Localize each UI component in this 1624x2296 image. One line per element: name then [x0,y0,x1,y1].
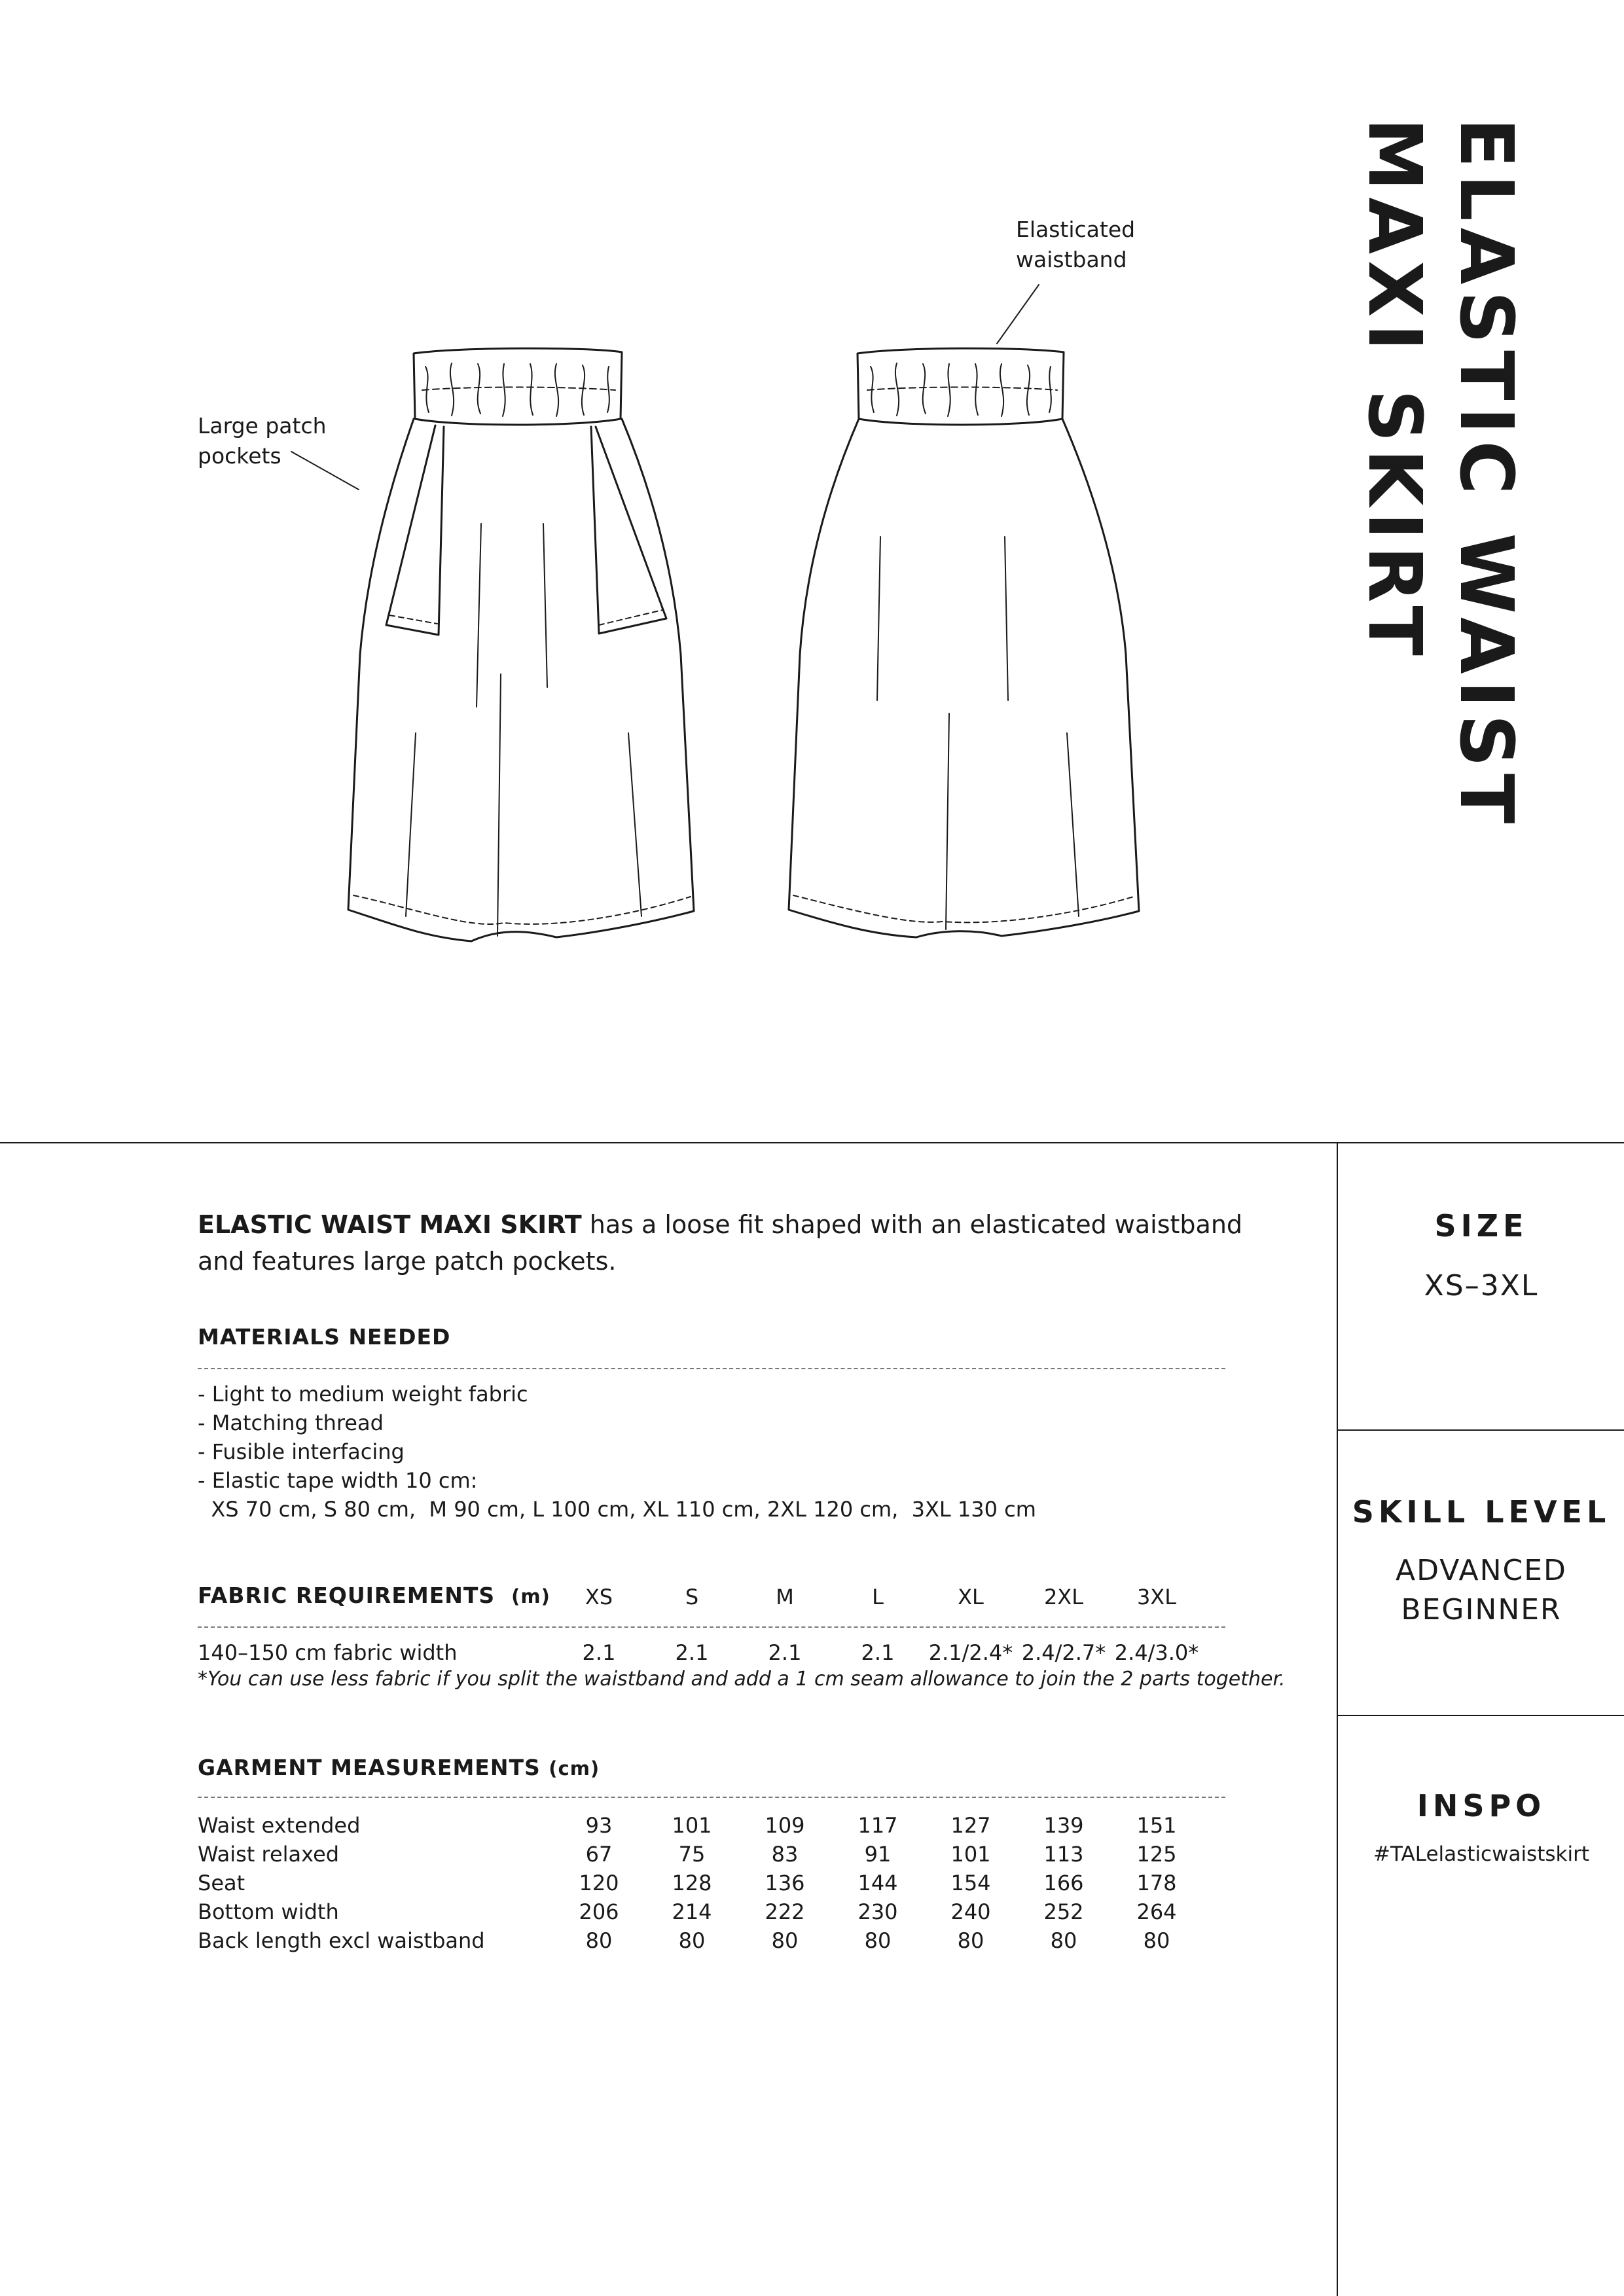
table-cell: 93 [585,1813,613,1838]
sidebar-rule [1337,1715,1624,1716]
size-column-header: 3XL [1136,1585,1177,1609]
table-row-label: Back length excl waistband [198,1928,485,1953]
table-cell: 264 [1136,1899,1177,1924]
fabric-value: 2.1 [861,1640,895,1665]
table-cell: 101 [950,1842,991,1867]
skill-label: SKILL LEVEL [1352,1494,1611,1530]
skirt-front-view [348,348,694,941]
callout-waistband: Elasticated waistband [1016,217,1136,272]
list-item: - Matching thread [198,1410,384,1435]
size-column-header: 2XL [1043,1585,1084,1609]
table-cell: 166 [1043,1871,1084,1895]
skirt-back-view [789,348,1139,937]
table-cell: 109 [765,1813,805,1838]
intro-name: ELASTIC WAIST MAXI SKIRT [198,1210,582,1239]
table-cell: 154 [950,1871,991,1895]
garment-heading: GARMENT MEASUREMENTS (cm) [198,1755,600,1780]
table-cell: 252 [1043,1899,1084,1924]
fabric-value: 2.4/2.7* [1021,1640,1106,1665]
materials-heading: MATERIALS NEEDED [198,1324,451,1350]
size-column-header: S [685,1585,699,1609]
table-cell: 80 [957,1928,984,1953]
table-cell: 67 [585,1842,613,1867]
vertical-title [1335,118,1532,969]
table-cell: 128 [672,1871,712,1895]
table-cell: 113 [1043,1842,1084,1867]
fabric-value: 2.1 [582,1640,616,1665]
table-row-label: Bottom width [198,1899,339,1924]
table-row-label: Seat [198,1871,245,1895]
table-cell: 136 [765,1871,805,1895]
table-cell: 230 [857,1899,898,1924]
table-cell: 80 [771,1928,799,1953]
fabric-value: 2.1 [675,1640,709,1665]
table-cell: 91 [864,1842,892,1867]
table-cell: 80 [1050,1928,1077,1953]
fabric-value: 2.1/2.4* [928,1640,1013,1665]
dashed-rule [198,1368,1225,1369]
list-item: - Light to medium weight fabric [198,1382,528,1407]
table-cell: 214 [672,1899,712,1924]
sidebar-divider [1337,1142,1338,2296]
table-cell: 127 [950,1813,991,1838]
fabric-value: 2.1 [768,1640,802,1665]
table-cell: 178 [1136,1871,1177,1895]
table-row-label: Waist extended [198,1813,361,1838]
table-cell: 101 [672,1813,712,1838]
list-item: - Fusible interfacing [198,1439,405,1464]
table-cell: 80 [864,1928,892,1953]
section-divider [0,1142,1624,1143]
table-cell: 80 [678,1928,706,1953]
table-row-label: Waist relaxed [198,1842,340,1867]
inspo-hashtag: #TALelasticwaistskirt [1373,1842,1589,1866]
size-column-header: L [872,1585,884,1609]
table-cell: 139 [1043,1813,1084,1838]
sidebar-rule [1337,1429,1624,1431]
table-cell: 83 [771,1842,799,1867]
size-label: SIZE [1434,1208,1528,1244]
skill-value: ADVANCED BEGINNER [1396,1554,1567,1626]
size-column-header: XL [958,1585,984,1609]
size-column-header: XS [585,1585,613,1609]
size-value: XS–3XL [1424,1269,1539,1302]
table-cell: 120 [579,1871,619,1895]
table-cell: 222 [765,1899,805,1924]
fabric-heading: FABRIC REQUIREMENTS (m) [198,1583,550,1608]
dashed-rule [198,1797,1225,1798]
fabric-row-label: 140–150 cm fabric width [198,1640,458,1665]
list-item: XS 70 cm, S 80 cm, M 90 cm, L 100 cm, XL 110 cm, 2XL 120 cm, 3XL 130 cm [198,1497,1036,1522]
page-title: ELASTIC WAIST MAXI SKIRT [1352,118,1528,831]
list-item: - Elastic tape width 10 cm: [198,1468,478,1493]
fabric-value: 2.4/3.0* [1114,1640,1199,1665]
callout-pockets: Large patch pockets [198,413,327,469]
fabric-note: *You can use less fabric if you split the waistband and add a 1 cm seam allowance to join the 2 parts together. [198,1668,1286,1691]
table-cell: 125 [1136,1842,1177,1867]
intro-text: ELASTIC WAIST MAXI SKIRT has a loose fit shaped with an elasticated waistband and features large patch pockets. [198,1210,1243,1276]
table-cell: 117 [857,1813,898,1838]
table-cell: 144 [857,1871,898,1895]
materials-list [198,1380,1036,1524]
table-cell: 80 [585,1928,613,1953]
inspo-label: INSPO [1416,1788,1546,1823]
table-cell: 75 [678,1842,706,1867]
table-cell: 80 [1143,1928,1170,1953]
table-cell: 151 [1136,1813,1177,1838]
size-column-header: M [776,1585,794,1609]
dashed-rule [198,1626,1225,1628]
table-cell: 206 [579,1899,619,1924]
table-cell: 240 [950,1899,991,1924]
